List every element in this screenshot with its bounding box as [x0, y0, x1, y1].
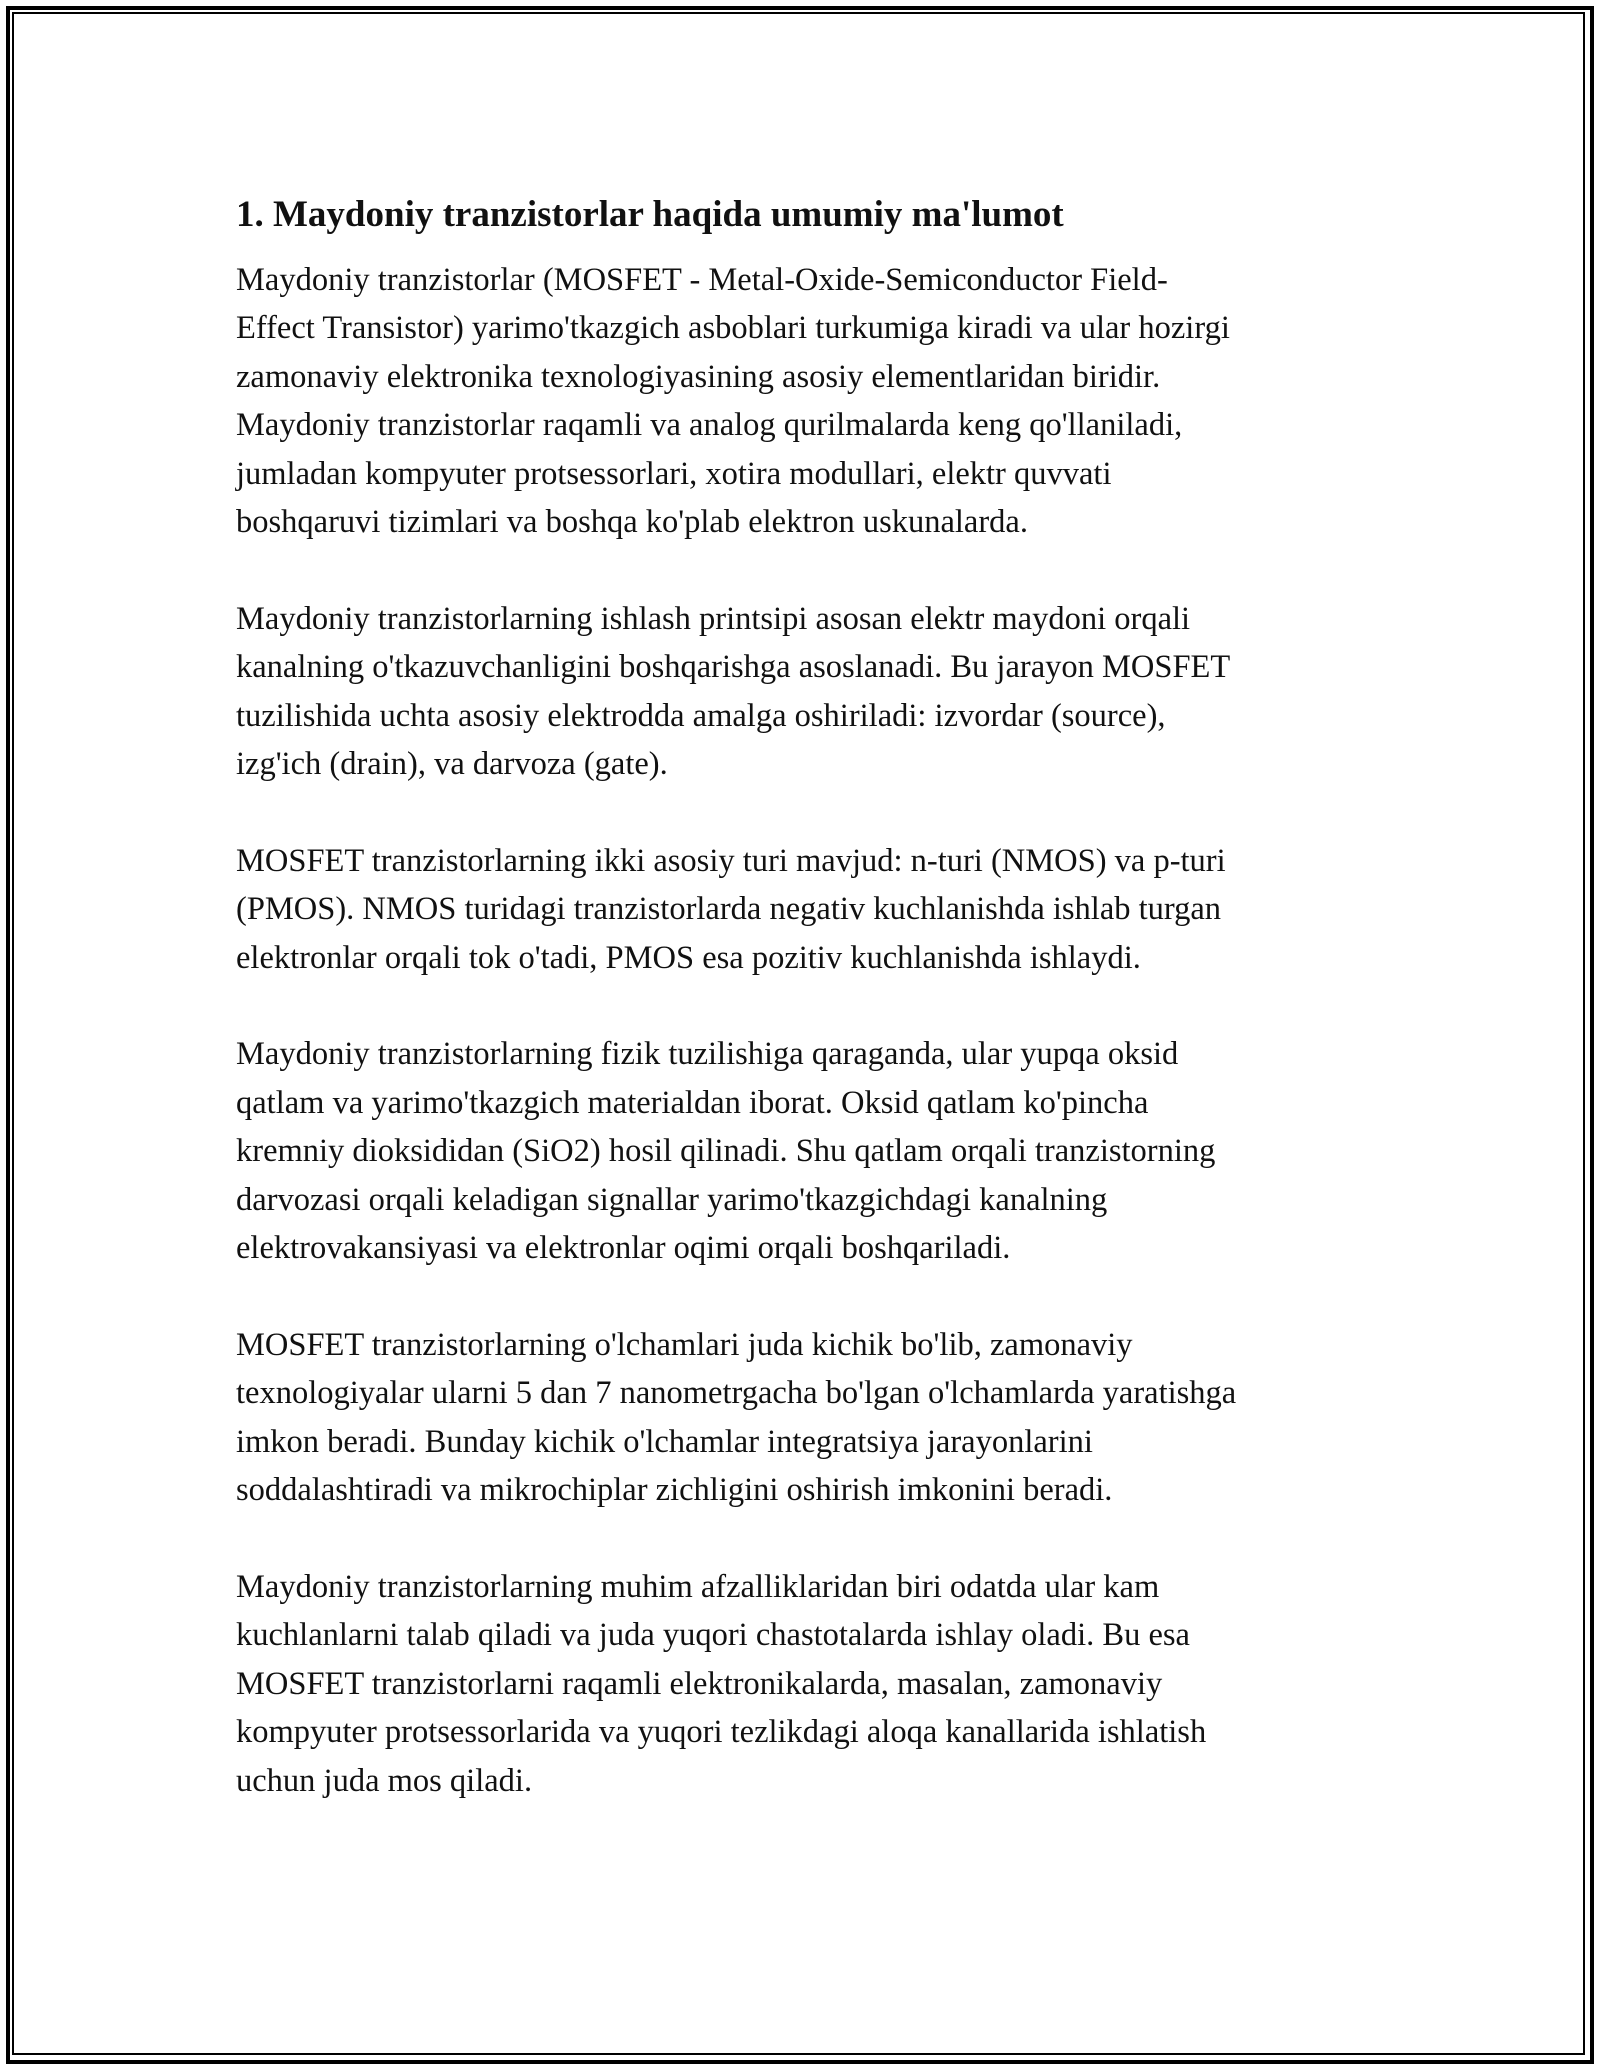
paragraph-line: (PMOS). NMOS turidagi tranzistorlarda negativ kuchlanishda ishlab turgan: [236, 891, 1222, 928]
paragraph-line: tuzilishida uchta asosiy elektrodda amalga oshiriladi: izvordar (source),: [236, 697, 1166, 734]
paragraph-line: qatlam va yarimo'tkazgich materialdan iborat. Oksid qatlam ko'pincha: [236, 1084, 1149, 1121]
paragraph-physical-structure: [236, 1030, 1376, 1272]
paragraph-line: kremniy dioksididan (SiO2) hosil qilinadi. Shu qatlam orqali tranzistorning: [236, 1133, 1216, 1170]
paragraph-line: jumladan kompyuter protsessorlari, xotira modullari, elektr quvvati: [236, 455, 1112, 492]
paragraph-line: Maydoniy tranzistorlarning fizik tuzilishiga qaraganda, ular yupqa oksid: [236, 1036, 1179, 1073]
paragraph-line: Maydoniy tranzistorlar (MOSFET - Metal-Oxide-Semiconductor Field-: [236, 262, 1168, 298]
paragraph-line: Maydoniy tranzistorlar raqamli va analog qurilmalarda keng qo'llaniladi,: [236, 407, 1183, 444]
paragraph-line: uchun juda mos qiladi.: [236, 1762, 533, 1799]
section-heading: 1. Maydoniy tranzistorlar haqida umumiy ma'lumot: [236, 194, 1064, 235]
paragraph-advantages: [236, 1563, 1376, 1805]
paragraph-line: Effect Transistor) yarimo'tkazgich asboblari turkumiga kiradi va ular hozirgi: [236, 310, 1230, 347]
paragraph-line: imkon beradi. Bunday kichik o'lchamlar integratsiya jarayonlarini: [236, 1423, 1093, 1460]
paragraph-line: MOSFET tranzistorlarni raqamli elektronikalarda, masalan, zamonaviy: [236, 1665, 1163, 1702]
paragraph-line: zamonaviy elektronika texnologiyasining asosiy elementlaridan biridir.: [236, 358, 1161, 395]
paragraph-dimensions: [236, 1321, 1376, 1515]
paragraph-line: MOSFET tranzistorlarning o'lchamlari juda kichik bo'lib, zamonaviy: [236, 1326, 1133, 1363]
paragraph-line: elektrovakansiyasi va elektronlar oqimi orqali boshqariladi.: [236, 1230, 1011, 1267]
paragraph-line: MOSFET tranzistorlarning ikki asosiy turi mavjud: n-turi (NMOS) va p-turi: [236, 842, 1226, 879]
paragraph-line: soddalashtiradi va mikrochiplar zichligini oshirish imkonini beradi.: [236, 1472, 1113, 1509]
paragraph-line: elektronlar orqali tok o'tadi, PMOS esa pozitiv kuchlanishda ishlaydi.: [236, 939, 1141, 976]
paragraph-line: izg'ich (drain), va darvoza (gate).: [236, 746, 668, 783]
paragraph-operating-principle: [236, 595, 1376, 789]
paragraph-line: darvozasi orqali keladigan signallar yarimo'tkazgichdagi kanalning: [236, 1181, 1108, 1218]
paragraph-line: kanalning o'tkazuvchanligini boshqarishga asoslanadi. Bu jarayon MOSFET: [236, 649, 1231, 686]
paragraph-line: boshqaruvi tizimlari va boshqa ko'plab elektron uskunalarda.: [236, 504, 1028, 541]
document-body: [236, 186, 1376, 1853]
paragraph-mosfet-intro: [236, 256, 1376, 546]
paragraph-mosfet-types: [236, 837, 1376, 982]
paragraph-line: kuchlanlarni talab qiladi va juda yuqori chastotalarda ishlay oladi. Bu esa: [236, 1617, 1190, 1654]
paragraph-line: kompyuter protsessorlarida va yuqori tezlikdagi aloqa kanallarida ishlatish: [236, 1714, 1207, 1751]
paragraph-line: Maydoniy tranzistorlarning ishlash printsipi asosan elektr maydoni orqali: [236, 600, 1191, 637]
paragraph-line: texnologiyalar ularni 5 dan 7 nanometrgacha bo'lgan o'lchamlarda yaratishga: [236, 1375, 1237, 1412]
paragraph-line: Maydoniy tranzistorlarning muhim afzalliklaridan biri odatda ular kam: [236, 1568, 1160, 1605]
